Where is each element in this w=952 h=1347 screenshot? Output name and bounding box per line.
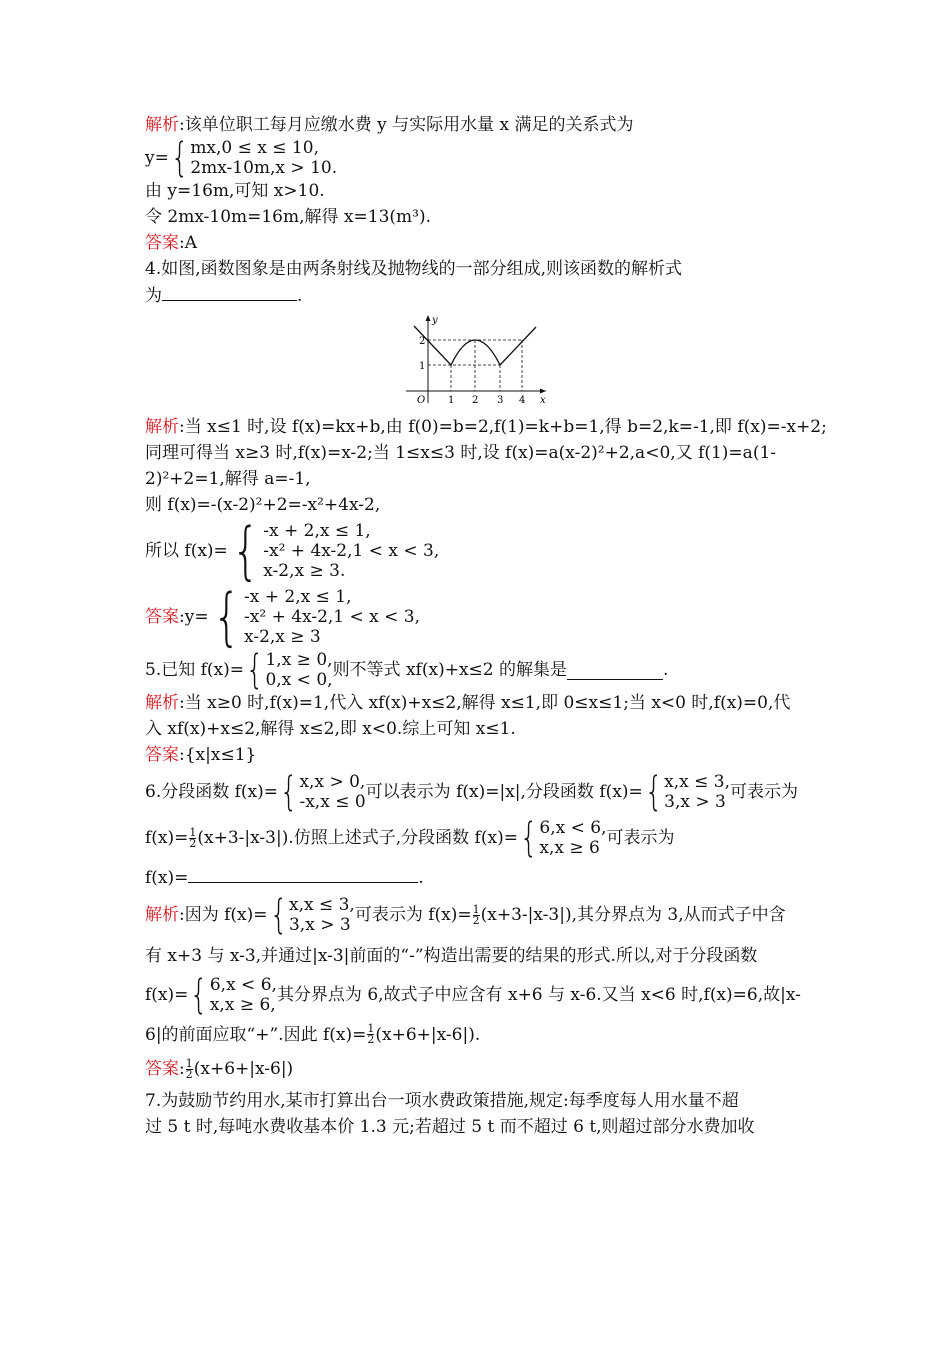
analysis-text: 可表示为 f(x)=	[354, 905, 472, 925]
answer-text: :	[179, 1059, 185, 1079]
x-axis-label: x	[540, 395, 546, 405]
answer-label: 答案	[145, 233, 179, 253]
period: .	[663, 660, 669, 680]
q5-stem	[145, 647, 825, 693]
case-line: x-2,x ≥ 3	[244, 627, 321, 647]
q4-analysis-line: 同理可得当 x≥3 时,f(x)=x-2;当 1≤x≤3 时,设 f(x)=a(x-2)²+2,a<0,又 f(1)=a(1-	[145, 443, 777, 463]
brace-icon: {	[269, 892, 288, 938]
x-tick-label: 2	[472, 395, 479, 405]
answer-text: (x+6+|x-6|)	[193, 1059, 294, 1079]
q4-analysis-line: 则 f(x)=-(x-2)²+2=-x²+4x-2,	[145, 495, 381, 515]
brace-icon: {	[245, 647, 264, 693]
q6-stem-text: 可表示为	[730, 782, 799, 802]
q7-stem-2: 过 5 t 时,每吨水费收基本价 1.3 元;若超过 5 t 而不超过 6 t,则超过部分水费加收	[145, 1117, 755, 1137]
q5-stem-text: 则不等式 xf(x)+x≤2 的解集是	[332, 660, 567, 680]
analysis-text: (x+3-|x-3|),其分界点为 3,从而式子中含	[480, 905, 786, 925]
function-graph	[400, 313, 825, 410]
analysis-label: 解析	[145, 115, 179, 135]
x-tick-label: 4	[519, 395, 526, 405]
y-tick-label: 1	[419, 361, 426, 372]
case-line: x,x ≥ 6,	[209, 995, 276, 1015]
case-line: x,x ≥ 6	[539, 838, 600, 858]
answer-blank	[188, 864, 418, 883]
case-line: x,x > 0,	[299, 772, 366, 792]
origin-label: O	[417, 395, 426, 405]
brace-icon: {	[231, 514, 260, 587]
answer-label: 答案	[145, 1059, 179, 1079]
q6-analysis-line	[145, 1021, 825, 1048]
case-line: 3,x > 3	[288, 915, 351, 935]
q6-stem-text: 可表示为	[606, 828, 675, 848]
analysis-text: 6|的前面应取“+”.因此 f(x)=	[145, 1024, 367, 1045]
answer-label: 答案	[145, 745, 179, 765]
y-tick-label: 2	[419, 336, 426, 347]
q3-analysis-line	[145, 112, 825, 138]
q4-stem-text: 为	[145, 286, 162, 306]
q4-stem-2	[145, 282, 825, 309]
piecewise-prefix: 所以 f(x)=	[145, 541, 228, 561]
q6-stem	[145, 769, 825, 815]
q4-stem: 4.如图,函数图象是由两条射线及抛物线的一部分组成,则该函数的解析式	[145, 259, 683, 279]
q5-analysis	[145, 690, 825, 716]
y-axis-label: y	[432, 315, 438, 326]
q5-stem-text: 5.已知 f(x)=	[145, 660, 245, 680]
document-page	[145, 112, 825, 1140]
period: .	[297, 286, 303, 306]
case-line: 6,x < 6,	[539, 818, 607, 838]
q6-stem-3	[145, 864, 825, 891]
analysis-text: 其分界点为 6,故式子中应含有 x+6 与 x-6.又当 x<6 时,f(x)=6,故|x-	[276, 985, 801, 1005]
answer-text: :{x|x≤1}	[179, 745, 257, 765]
q6-stem-text: 可以表示为 f(x)=|x|,分段函数 f(x)=	[365, 782, 643, 802]
q3-answer	[145, 230, 825, 256]
analysis-text: :该单位职工每月应缴水费 y 与实际用水量 x 满足的关系式为	[179, 115, 634, 135]
q7-stem: 7.为鼓励节约用水,某市打算出台一项水费政策措施,规定:每季度每人用水量不超	[145, 1091, 739, 1111]
q6-stem-text: 6.分段函数 f(x)=	[145, 782, 279, 802]
case-line: -x² + 4x-2,1 < x < 3,	[244, 607, 421, 627]
case-line: 1,x ≥ 0,	[265, 650, 333, 670]
analysis-label: 解析	[145, 693, 179, 713]
case-line: mx,0 ≤ x ≤ 10,	[190, 138, 319, 158]
case-line: 0,x < 0,	[265, 670, 333, 690]
q5-analysis-line: 入 xf(x)+x≤2,解得 x≤2,即 x<0.综上可知 x≤1.	[145, 719, 516, 739]
case-line: x,x ≤ 3,	[288, 895, 355, 915]
case-line: 3,x > 3	[664, 792, 726, 812]
brace-icon: {	[170, 135, 189, 181]
q3-piecewise	[145, 135, 825, 181]
analysis-text: :当 x≥0 时,f(x)=1,代入 xf(x)+x≤2,解得 x≤1,即 0≤x≤1;当 x<0 时,f(x)=0,代	[179, 693, 791, 713]
q6-stem-text: (x+3-|x-3|).仿照上述式子,分段函数 f(x)=	[197, 828, 518, 848]
case-line: -x + 2,x ≤ 1,	[263, 521, 371, 541]
analysis-label: 解析	[145, 905, 179, 925]
analysis-text: f(x)=	[145, 985, 189, 1005]
brace-icon: {	[644, 769, 663, 815]
piecewise-prefix: y=	[145, 148, 169, 168]
q5-answer	[145, 742, 825, 768]
q3-line: 令 2mx-10m=16m,解得 x=13(m³).	[145, 207, 431, 227]
answer-blank	[162, 282, 297, 301]
case-line: x-2,x ≥ 3.	[263, 561, 346, 581]
q4-analysis-line: 2)²+2=1,解得 a=-1,	[145, 469, 311, 489]
case-line: 2mx-10m,x > 10.	[190, 158, 338, 178]
answer-text: :A	[179, 233, 198, 253]
brace-icon: {	[212, 580, 241, 653]
case-line: -x + 2,x ≤ 1,	[244, 587, 352, 607]
q6-analysis-line	[145, 972, 825, 1018]
fraction: $\frac{1}{2}$	[367, 1022, 375, 1046]
q6-stem-text: f(x)=	[145, 868, 189, 888]
q4-piecewise	[145, 514, 825, 587]
brace-icon: {	[519, 815, 538, 861]
analysis-text: :当 x≤1 时,设 f(x)=kx+b,由 f(0)=b=2,f(1)=k+b=1,得 b=2,k=-1,即 f(x)=-x+2;	[179, 417, 827, 437]
q4-answer	[145, 580, 825, 653]
answer-blank	[567, 661, 663, 680]
case-line: 6,x < 6,	[209, 975, 277, 995]
answer-label: 答案	[145, 607, 179, 627]
case-line: x,x ≤ 3,	[664, 772, 731, 792]
q6-stem-text: f(x)=	[145, 828, 189, 848]
analysis-text: (x+6+|x-6|).	[375, 1024, 481, 1045]
q6-analysis	[145, 892, 825, 938]
q4-analysis	[145, 414, 825, 440]
x-tick-label: 1	[448, 395, 455, 405]
q6-stem-2	[145, 815, 825, 861]
analysis-text: :因为 f(x)=	[179, 905, 268, 925]
answer-prefix: :y=	[179, 607, 209, 627]
q6-answer	[145, 1056, 825, 1083]
analysis-label: 解析	[145, 417, 179, 437]
case-line: -x² + 4x-2,1 < x < 3,	[263, 541, 440, 561]
q6-analysis-line: 有 x+3 与 x-3,并通过|x-3|前面的“-”构造出需要的结果的形式.所以,对于分段函数	[145, 946, 758, 966]
fraction: $\frac{1}{2}$	[185, 1056, 193, 1081]
case-line: -x,x ≤ 0	[299, 792, 366, 812]
fraction: $\frac{1}{2}$	[472, 902, 480, 927]
q3-line: 由 y=16m,可知 x>10.	[145, 181, 325, 201]
period: .	[418, 868, 424, 888]
brace-icon: {	[190, 972, 209, 1018]
x-tick-label: 3	[497, 395, 504, 405]
fraction: $\frac{1}{2}$	[189, 825, 197, 850]
brace-icon: {	[279, 769, 298, 815]
